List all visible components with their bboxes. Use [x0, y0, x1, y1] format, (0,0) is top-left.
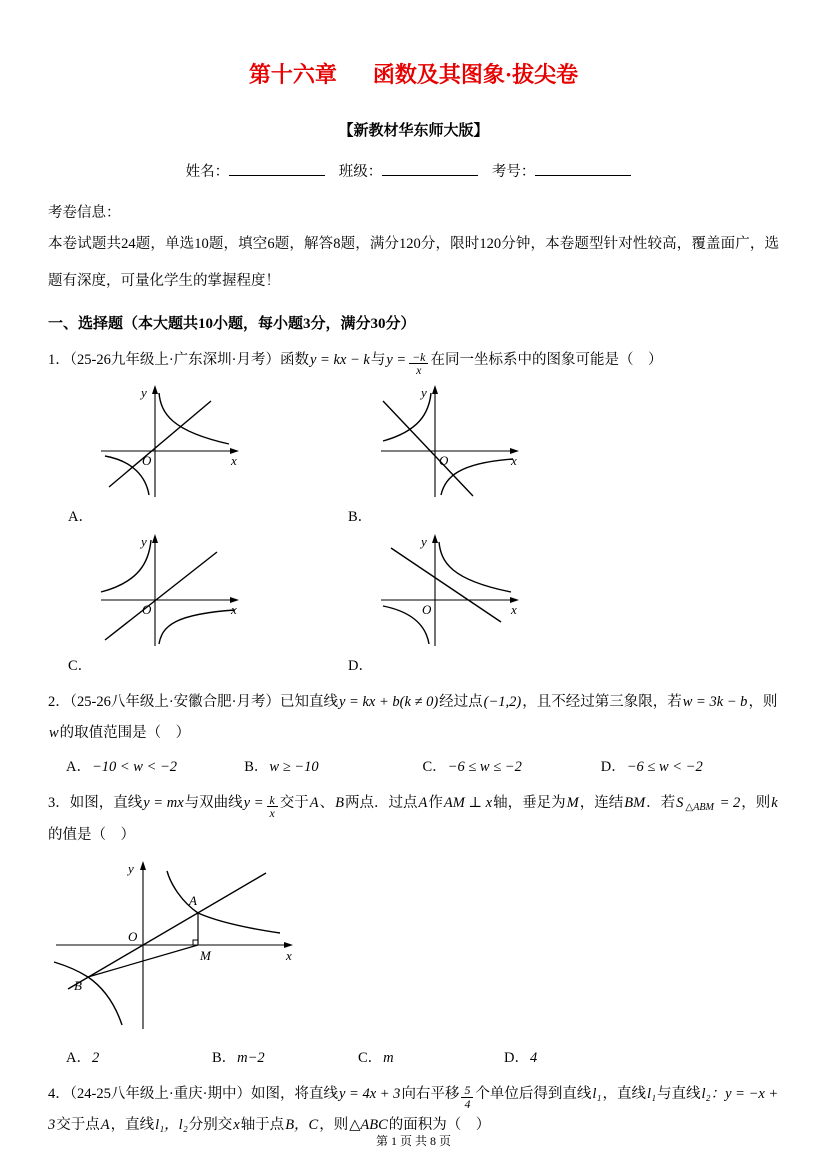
- point-b-label: B: [74, 977, 82, 993]
- q2-option-d: D．−6 ≤ w < −2: [600, 758, 703, 775]
- hyperbola-branch-q1: [167, 871, 280, 933]
- option-d-label: D．: [348, 657, 373, 674]
- q1-graphs-row-2: [48, 530, 779, 675]
- q1-text: 1．（25-26九年级上·广东深圳·月考）函数: [48, 351, 309, 368]
- hyperbola-branch-q2: [383, 393, 431, 441]
- q1-graphs-row-1: [48, 381, 779, 526]
- exam-no-label: 考号：: [491, 164, 536, 180]
- page-title: [48, 58, 779, 89]
- y-axis-label: y: [421, 384, 427, 400]
- q1-graph-cell-d: [328, 530, 608, 675]
- q1-graph-cell-b: [328, 381, 608, 526]
- graph-option-d: [373, 530, 523, 652]
- y-axis-arrow-icon: [152, 534, 158, 543]
- hyperbola-branch-q4: [441, 459, 513, 495]
- q3-option-b: B．m−2: [212, 1049, 265, 1066]
- function-line: [383, 401, 473, 496]
- question-1: 1．（25-26九年级上·广东深圳·月考）函数y = kx − k与y = $\frac{-k}{x}$ 在同一坐标系中的图象可能是（ ）: [48, 349, 663, 378]
- point-m-label: M: [200, 947, 211, 963]
- y-axis-label: y: [128, 860, 134, 876]
- y-axis-label: y: [141, 384, 147, 400]
- hyperbola-branch-q3: [54, 962, 122, 1025]
- function-line: [109, 401, 211, 487]
- exam-no-blank: [535, 160, 631, 176]
- y-axis-arrow-icon: [432, 534, 438, 543]
- exam-info-heading: 考卷信息：: [48, 205, 121, 221]
- option-a-label: A．: [68, 508, 93, 525]
- q2-option-c: C．−6 ≤ w ≤ −2: [422, 758, 522, 775]
- x-axis-label: x: [511, 452, 517, 468]
- q1-graph-cell-a: [48, 381, 328, 526]
- origin-label: O: [128, 928, 138, 944]
- exam-info-body: 本卷试题共24题，单选10题，填空6题，解答8题，满分120分，限时120分钟，本卷题型针对性较高，覆盖面广，选题有深度，可量化学生的掌握程度！: [48, 236, 779, 289]
- line-y-mx: [68, 873, 266, 989]
- question-2: 2．（25-26八年级上·安徽合肥·月考）已知直线y = kx + b(k ≠ 0)经过点(−1,2)，且不经过第三象限，若w = 3k − b，则w的取值范围是（ ）: [48, 693, 778, 741]
- origin-label: O: [142, 452, 152, 468]
- q3-options: [48, 1046, 779, 1067]
- y-axis-arrow-icon: [140, 861, 146, 870]
- q4-text: 4．（24-25八年级上·重庆·期中）如图，将直线: [48, 1085, 338, 1102]
- q3-figure: [48, 857, 779, 1040]
- q3-option-d: D．4: [504, 1049, 538, 1066]
- y-axis-label: y: [421, 533, 427, 549]
- q3-text: 3．如图，直线: [48, 794, 143, 811]
- hyperbola-branch-q1: [439, 542, 511, 592]
- class-blank: [382, 160, 478, 176]
- q3-graph: [48, 857, 298, 1035]
- hyperbola-branch-q4: [159, 610, 235, 644]
- q2-option-b: B．w ≥ −10: [244, 758, 319, 775]
- x-axis-label: x: [286, 947, 292, 963]
- question-3: 3．如图，直线y = mx与双曲线y = $\frac{k}{x}$ 交于A、B两点．过点A作AM ⊥ x轴，垂足为M，连结BM．若S $_{\triangle ABM}$ = 2，则k的值是（ ）: [48, 792, 778, 843]
- q3-fraction: $\frac{k}{x}$: [267, 794, 278, 820]
- graph-option-a: [93, 381, 243, 503]
- x-axis-label: x: [511, 601, 517, 617]
- origin-label: O: [422, 601, 432, 617]
- q1-graph-cell-c: [48, 530, 328, 675]
- question-4: 4．（24-25八年级上·重庆·期中）如图，将直线y = 4x + 3向右平移 $\frac{5}{4}$ 个单位后得到直线l₁，直线l₁与直线l₂：y = −x + 3交于点A，直线l₁，l₂分别交x轴于点B，C，则△ABC的面积为（ ）: [48, 1083, 779, 1134]
- graph-option-c: [93, 530, 243, 652]
- right-angle-mark: [193, 940, 198, 945]
- y-axis-arrow-icon: [152, 385, 158, 394]
- q3-option-c: C．m: [358, 1049, 394, 1066]
- graph-option-b: [373, 381, 523, 503]
- q3-option-a: A．2: [66, 1049, 100, 1066]
- x-axis-label: x: [231, 601, 237, 617]
- option-b-label: B．: [348, 508, 373, 525]
- origin-label: O: [142, 601, 152, 617]
- y-axis-label: y: [141, 533, 147, 549]
- q1-fraction: $\frac{-k}{x}$: [409, 351, 428, 377]
- chapter-title: 函数及其图象·拔尖卷: [372, 62, 579, 87]
- option-c-label: C．: [68, 657, 93, 674]
- edition-label: 【新教材华东师大版】: [338, 123, 489, 139]
- function-line: [105, 552, 217, 640]
- q2-text: 2．（25-26八年级上·安徽合肥·月考）已知直线: [48, 693, 338, 710]
- name-label: 姓名：: [185, 164, 230, 180]
- q2-options: [48, 755, 779, 776]
- student-meta-row: [48, 160, 779, 181]
- footer-page-number: 第 1 页 共 8 页: [375, 1134, 451, 1148]
- point-a-label: A: [189, 892, 197, 908]
- q2-option-a: A．−10 < w < −2: [66, 758, 178, 775]
- class-label: 班级：: [338, 164, 383, 180]
- origin-label: O: [439, 452, 449, 468]
- y-axis-arrow-icon: [432, 385, 438, 394]
- chapter-number: 第十六章: [248, 62, 337, 87]
- q4-fraction: $\frac{5}{4}$: [461, 1084, 473, 1110]
- name-blank: [229, 160, 325, 176]
- x-axis-label: x: [231, 452, 237, 468]
- section-1-heading: 一、选择题（本大题共10小题，每小题3分，满分30分）: [48, 315, 416, 332]
